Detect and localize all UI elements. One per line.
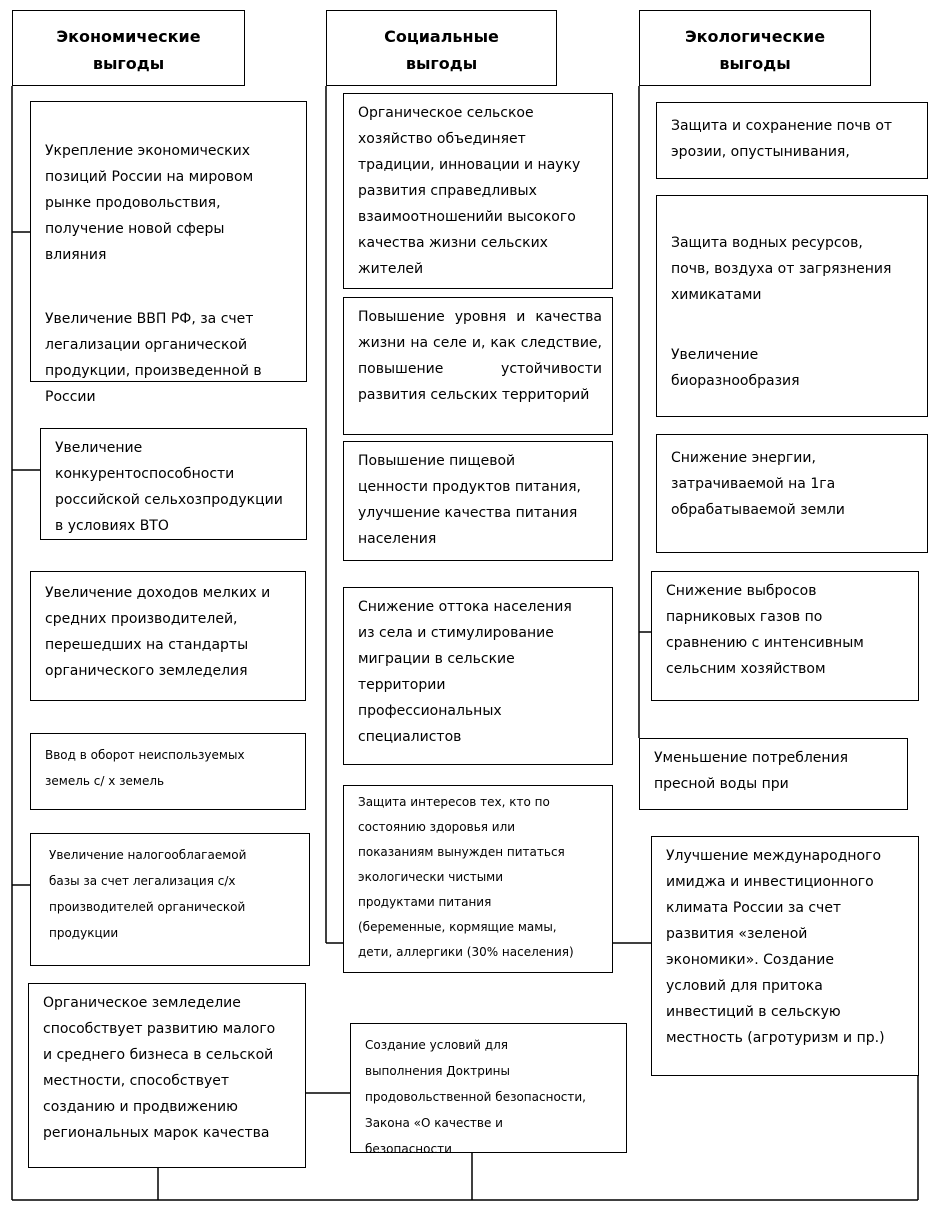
social-box-2: Повышение уровня и качества жизни на селе и, как следствие, повышение устойчивости развития сельских территорий [343,297,613,435]
ecological-box-4: Снижение выбросов парниковых газов по сравнению с интенсивным сельсним хозяйством [651,571,919,701]
social-box-1: Органическое сельское хозяйство объединяет традиции, инновации и науку развития справедливых взаимоотношенийи высокого качества жизни сельских жителей [343,93,613,289]
ecological-box-3: Снижение энергии, затрачиваемой на 1га обрабатываемой земли [656,434,928,553]
economic-box-3: Увеличение доходов мелких и средних производителей, перешедших на стандарты органического земледелия [30,571,306,701]
economic-box-1-part-1: Укрепление экономических позиций России на мировом рынке продовольствия, получение новой сферы влияния [45,143,254,263]
economic-box-5: Увеличение налогооблагаемой базы за счет легализация с/х производителей органической продукции [30,833,310,966]
economic-box-1 [30,101,307,405]
economic-box-1-part-2: Увеличение ВВП РФ, за счет легализации органической продукции, произведенной в России [45,311,262,405]
social-box-4: Снижение оттока населения из села и стимулирование миграции в сельские территории профессиональных специалистов [343,587,613,765]
header-economic-benefits: Экономические выгоды [12,10,245,86]
ecological-box-2-part-1: Защита водных ресурсов, почв, воздуха от загрязнения химикатами [671,235,892,303]
ecological-box-1: Защита и сохранение почв от эрозии, опустынивания, [656,102,928,179]
social-box-5: Защита интересов тех, кто по состоянию здоровья или показаниям вынужден питаться экологически чистыми продуктами питания (беременные, кормящие мамы, дети, аллергики (30% населения) [343,785,613,973]
economic-box-4: Ввод в оборот неиспользуемых земель с/ х земель [30,733,306,810]
ecological-box-2 [656,195,928,417]
social-box-3: Повышение пищевой ценности продуктов питания, улучшение качества питания населения [343,441,613,561]
economic-box-6: Органическое земледелие способствует развитию малого и среднего бизнеса в сельской местности, способствует созданию и продвижению региональных марок качества [28,983,306,1168]
header-social-benefits: Социальные выгоды [326,10,557,86]
international-image-box: Улучшение международного имиджа и инвестиционного климата России за счет развития «зеленой экономики». Создание условий для притока инвестиций в сельскую местность (агротуризм и пр.) [651,836,919,1076]
ecological-box-2-part-2: Увеличение биоразнообразия [671,347,800,389]
header-ecological-benefits: Экологические выгоды [639,10,871,86]
ecological-box-5: Уменьшение потребления пресной воды при [639,738,908,810]
doctrine-box: Создание условий для выполнения Доктрины продовольственной безопасности, Закона «О качестве и безопасности [350,1023,627,1153]
economic-box-2: Увеличение конкурентоспособности российской сельхозпродукции в условиях ВТО [40,428,307,540]
